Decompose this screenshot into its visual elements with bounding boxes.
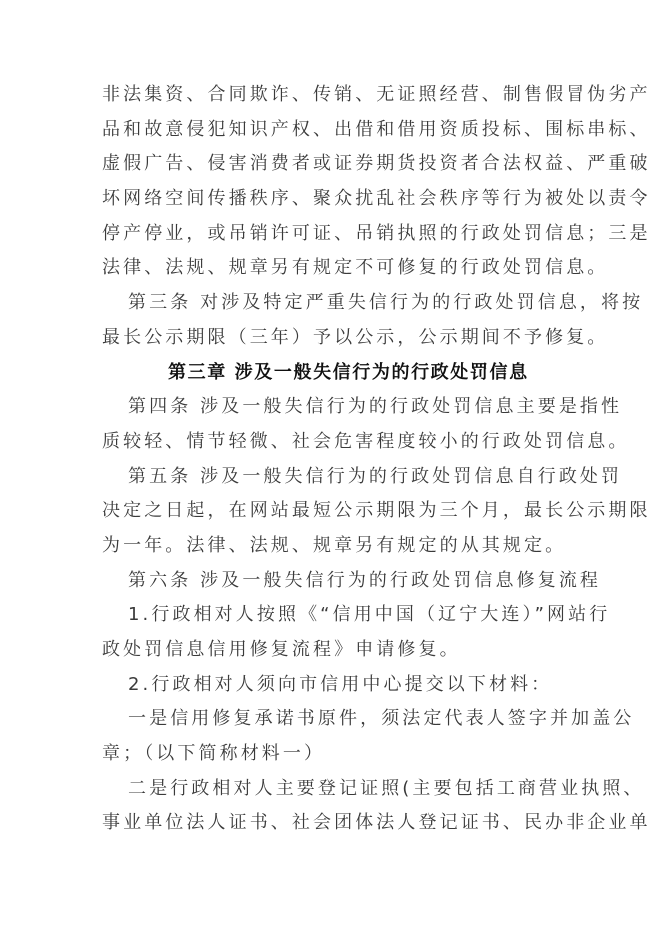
- text-line: 虚假广告、侵害消费者或证券期货投资者合法权益、严重破: [102, 153, 651, 175]
- document-page: [0, 78, 662, 841]
- article-6: 第六条 涉及一般失信行为的行政处罚信息修复流程: [128, 569, 602, 591]
- text-line: 法律、法规、规章另有规定不可修复的行政处罚信息。: [102, 257, 609, 279]
- text-line: 质较轻、情节轻微、社会危害程度较小的行政处罚信息。: [102, 430, 630, 452]
- text-line: 非法集资、合同欺诈、传销、无证照经营、制售假冒伪劣产: [102, 84, 651, 105]
- text-line: 停产停业，或吊销许可证、吊销执照的行政处罚信息；三是: [102, 222, 651, 244]
- text-line: 为一年。法律、法规、规章另有规定的从其规定。: [102, 534, 567, 556]
- material-2: 二是行政相对人主要登记证照(主要包括工商营业执照、: [128, 777, 645, 799]
- text-line: 最长公示期限（三年）予以公示，公示期间不予修复。: [102, 326, 609, 348]
- text-line: 章；（以下简称材料一）: [102, 743, 326, 765]
- text-line: 坏网络空间传播秩序、聚众扰乱社会秩序等行为被处以责令: [102, 188, 651, 210]
- article-5: 第五条 涉及一般失信行为的行政处罚信息自行政处罚: [128, 465, 623, 487]
- text-line: 政处罚信息信用修复流程》申请修复。: [102, 639, 461, 660]
- step-2: 2.行政相对人须向市信用中心提交以下材料：: [128, 673, 553, 695]
- material-1: 一是信用修复承诺书原件，须法定代表人签字并加盖公: [128, 708, 635, 730]
- text-line: 事业单位法人证书、社会团体法人登记证书、民办非企业单: [102, 812, 651, 834]
- text-line: 品和故意侵犯知识产权、出借和借用资质投标、围标串标、: [102, 118, 651, 140]
- article-4: 第四条 涉及一般失信行为的行政处罚信息主要是指性: [128, 396, 623, 418]
- article-3: 第三条 对涉及特定严重失信行为的行政处罚信息，将按: [128, 292, 644, 314]
- chapter-3-heading: 第三章 涉及一般失信行为的行政处罚信息: [168, 361, 529, 383]
- step-1: 1.行政相对人按照《“信用中国（辽宁大连）”网站行: [128, 604, 611, 626]
- text-line: 决定之日起，在网站最短公示期限为三个月，最长公示期限: [102, 500, 651, 522]
